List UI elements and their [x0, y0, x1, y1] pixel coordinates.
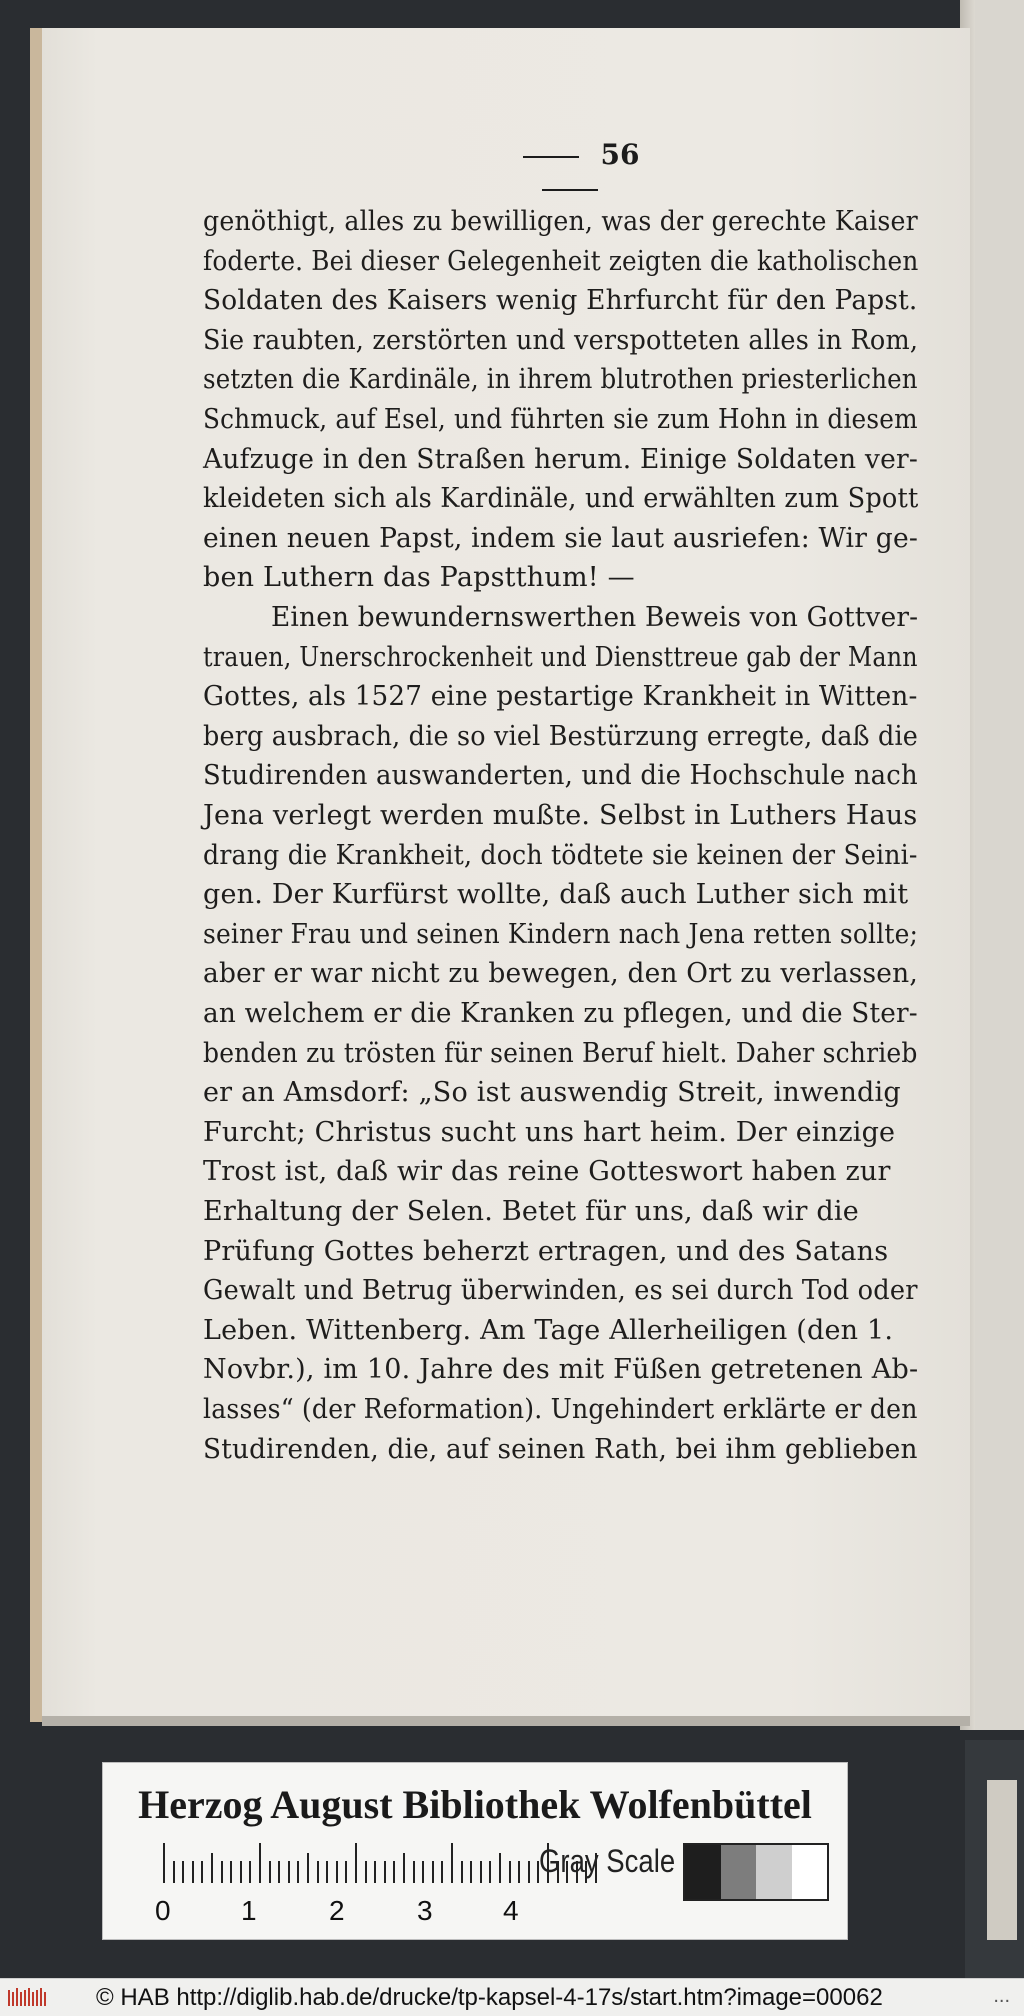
page-number: 56: [465, 138, 675, 204]
ruler-tick: [336, 1861, 338, 1883]
text-line: Gewalt und Betrug überwinden, es sei durch Tod oder: [203, 1275, 918, 1306]
ruler-tick: [163, 1843, 165, 1883]
text-line: Gottes, als 1527 eine pestartige Krankheit in Witten-: [203, 681, 918, 712]
gray-swatch-patch: [756, 1845, 792, 1899]
ruler-tick: [393, 1861, 395, 1883]
ruler-tick: [230, 1861, 232, 1883]
gray-scale-swatch: [683, 1843, 829, 1901]
ruler-number: 2: [329, 1895, 345, 1926]
text-line: ben Luthern das Papstthum! —: [203, 562, 635, 593]
text-line: Furcht; Christus sucht uns hart heim. Der einzige: [203, 1117, 896, 1148]
ruler-tick: [345, 1861, 347, 1883]
text-line: Trost ist, daß wir das reine Gotteswort haben zur: [203, 1156, 891, 1187]
ruler-tick: [384, 1861, 386, 1883]
text-line: genöthigt, alles zu bewilligen, was der gerechte Kaiser: [203, 206, 918, 237]
ruler-tick: [192, 1861, 194, 1883]
text-line: gen. Der Kurfürst wollte, daß auch Luther sich mit: [203, 879, 909, 910]
text-line: trauen, Unerschrockenheit und Diensttreue gab der Mann: [203, 642, 918, 673]
text-line: aber er war nicht zu bewegen, den Ort zu verlassen,: [203, 958, 918, 989]
text-line: setzten die Kardinäle, in ihrem blutrothen priesterlichen: [203, 364, 918, 395]
ruler-number: 3: [417, 1895, 433, 1926]
ruler-number: 4: [503, 1895, 519, 1926]
ruler-tick: [326, 1861, 328, 1883]
ruler-tick: [489, 1861, 491, 1883]
ruler-tick: [509, 1861, 511, 1883]
ruler-tick: [528, 1861, 530, 1883]
more-menu[interactable]: ...: [993, 1985, 1010, 2007]
ruler-tick: [480, 1861, 482, 1883]
text-line: Studirenden, die, auf seinen Rath, bei ihm geblieben: [203, 1434, 918, 1465]
ruler-tick: [307, 1853, 309, 1883]
ruler-tick: [499, 1853, 501, 1883]
text-line: Soldaten des Kaisers wenig Ehrfurcht für den Papst.: [203, 285, 918, 316]
facing-page: [975, 0, 1024, 1730]
ruler-tick: [365, 1861, 367, 1883]
ruler-tick: [403, 1853, 405, 1883]
text-line: an welchem er die Kranken zu pflegen, und die Ster-: [203, 998, 918, 1029]
text-line: foderte. Bei dieser Gelegenheit zeigten die katholischen: [203, 246, 919, 277]
ruler-tick: [182, 1861, 184, 1883]
text-line: Novbr.), im 10. Jahre des mit Füßen getretenen Ab-: [203, 1354, 919, 1385]
ruler-tick: [317, 1861, 319, 1883]
ruler-tick: [221, 1861, 223, 1883]
ruler-tick: [374, 1861, 376, 1883]
text-line: berg ausbrach, die so viel Bestürzung erregte, daß die: [203, 721, 919, 752]
gray-swatch-patch: [792, 1845, 828, 1899]
ruler-tick: [201, 1861, 203, 1883]
text-line: Einen bewundernswerthen Beweis von Gottver-: [270, 602, 919, 633]
ruler-tick: [432, 1861, 434, 1883]
text-line: seiner Frau und seinen Kindern nach Jena retten sollte;: [203, 919, 919, 950]
ruler-tick: [518, 1861, 520, 1883]
text-line: kleideten sich als Kardinäle, und erwählten zum Spott: [203, 483, 919, 514]
ruler-tick: [269, 1861, 271, 1883]
status-bar: [0, 1978, 1024, 2016]
ruler-tick: [413, 1861, 415, 1883]
ruler-tick: [451, 1843, 453, 1883]
text-line: Sie raubten, zerstörten und verspotteten alles in Rom,: [203, 325, 919, 356]
gray-scale-label: Gray Scale: [539, 1843, 676, 1879]
text-line: Jena verlegt werden mußte. Selbst in Luthers Haus: [203, 800, 918, 831]
ruler-tick: [240, 1861, 242, 1883]
text-line: lasses“ (der Reformation). Ungehindert erklärte er den: [203, 1394, 918, 1425]
text-line: Studirenden auswanderten, und die Hochschule nach: [203, 760, 918, 791]
text-line: einen neuen Papst, indem sie laut ausriefen: Wir ge-: [203, 523, 919, 554]
ruler-tick: [259, 1843, 261, 1883]
ruler-tick: [211, 1853, 213, 1883]
text-line: Erhaltung der Selen. Betet für uns, daß wir die: [203, 1196, 859, 1227]
ruler-tick: [461, 1861, 463, 1883]
ruler-tick: [288, 1861, 290, 1883]
ruler-number: 1: [241, 1895, 257, 1926]
text-line: Prüfung Gottes beherzt ertragen, und des Satans: [203, 1236, 889, 1267]
copyright-url[interactable]: © HAB http://diglib.hab.de/drucke/tp-kapsel-4-17s/start.htm?image=00062: [96, 1984, 883, 2011]
barcode-icon: [8, 1988, 46, 2008]
adjacent-book: [965, 1740, 1024, 1978]
ruler-number: 0: [155, 1895, 171, 1926]
ruler-tick: [297, 1861, 299, 1883]
text-line: Leben. Wittenberg. Am Tage Allerheiligen (den 1.: [203, 1315, 894, 1346]
ruler-tick: [278, 1861, 280, 1883]
gray-swatch-patch: [685, 1845, 721, 1899]
color-calibration-card: [102, 1762, 848, 1940]
text-line: drang die Krankheit, doch tödtete sie keinen der Seini-: [203, 840, 918, 871]
library-name: Herzog August Bibliothek Wolfenbüttel: [138, 1782, 812, 1827]
ruler-tick: [355, 1843, 357, 1883]
text-line: Schmuck, auf Esel, und führten sie zum Hohn in diesem: [203, 404, 918, 435]
ruler-tick: [249, 1861, 251, 1883]
text-line: er an Amsdorf: „So ist auswendig Streit, inwendig: [203, 1077, 901, 1108]
text-line: benden zu trösten für seinen Beruf hielt. Daher schrieb: [203, 1038, 918, 1069]
ruler-tick: [441, 1861, 443, 1883]
text-line: Aufzuge in den Straßen herum. Einige Soldaten ver-: [203, 444, 918, 475]
ruler-tick: [422, 1861, 424, 1883]
gray-swatch-patch: [721, 1845, 757, 1899]
ruler-tick: [470, 1861, 472, 1883]
ruler-tick: [173, 1861, 175, 1883]
page-bottom-shadow: [42, 1716, 970, 1726]
